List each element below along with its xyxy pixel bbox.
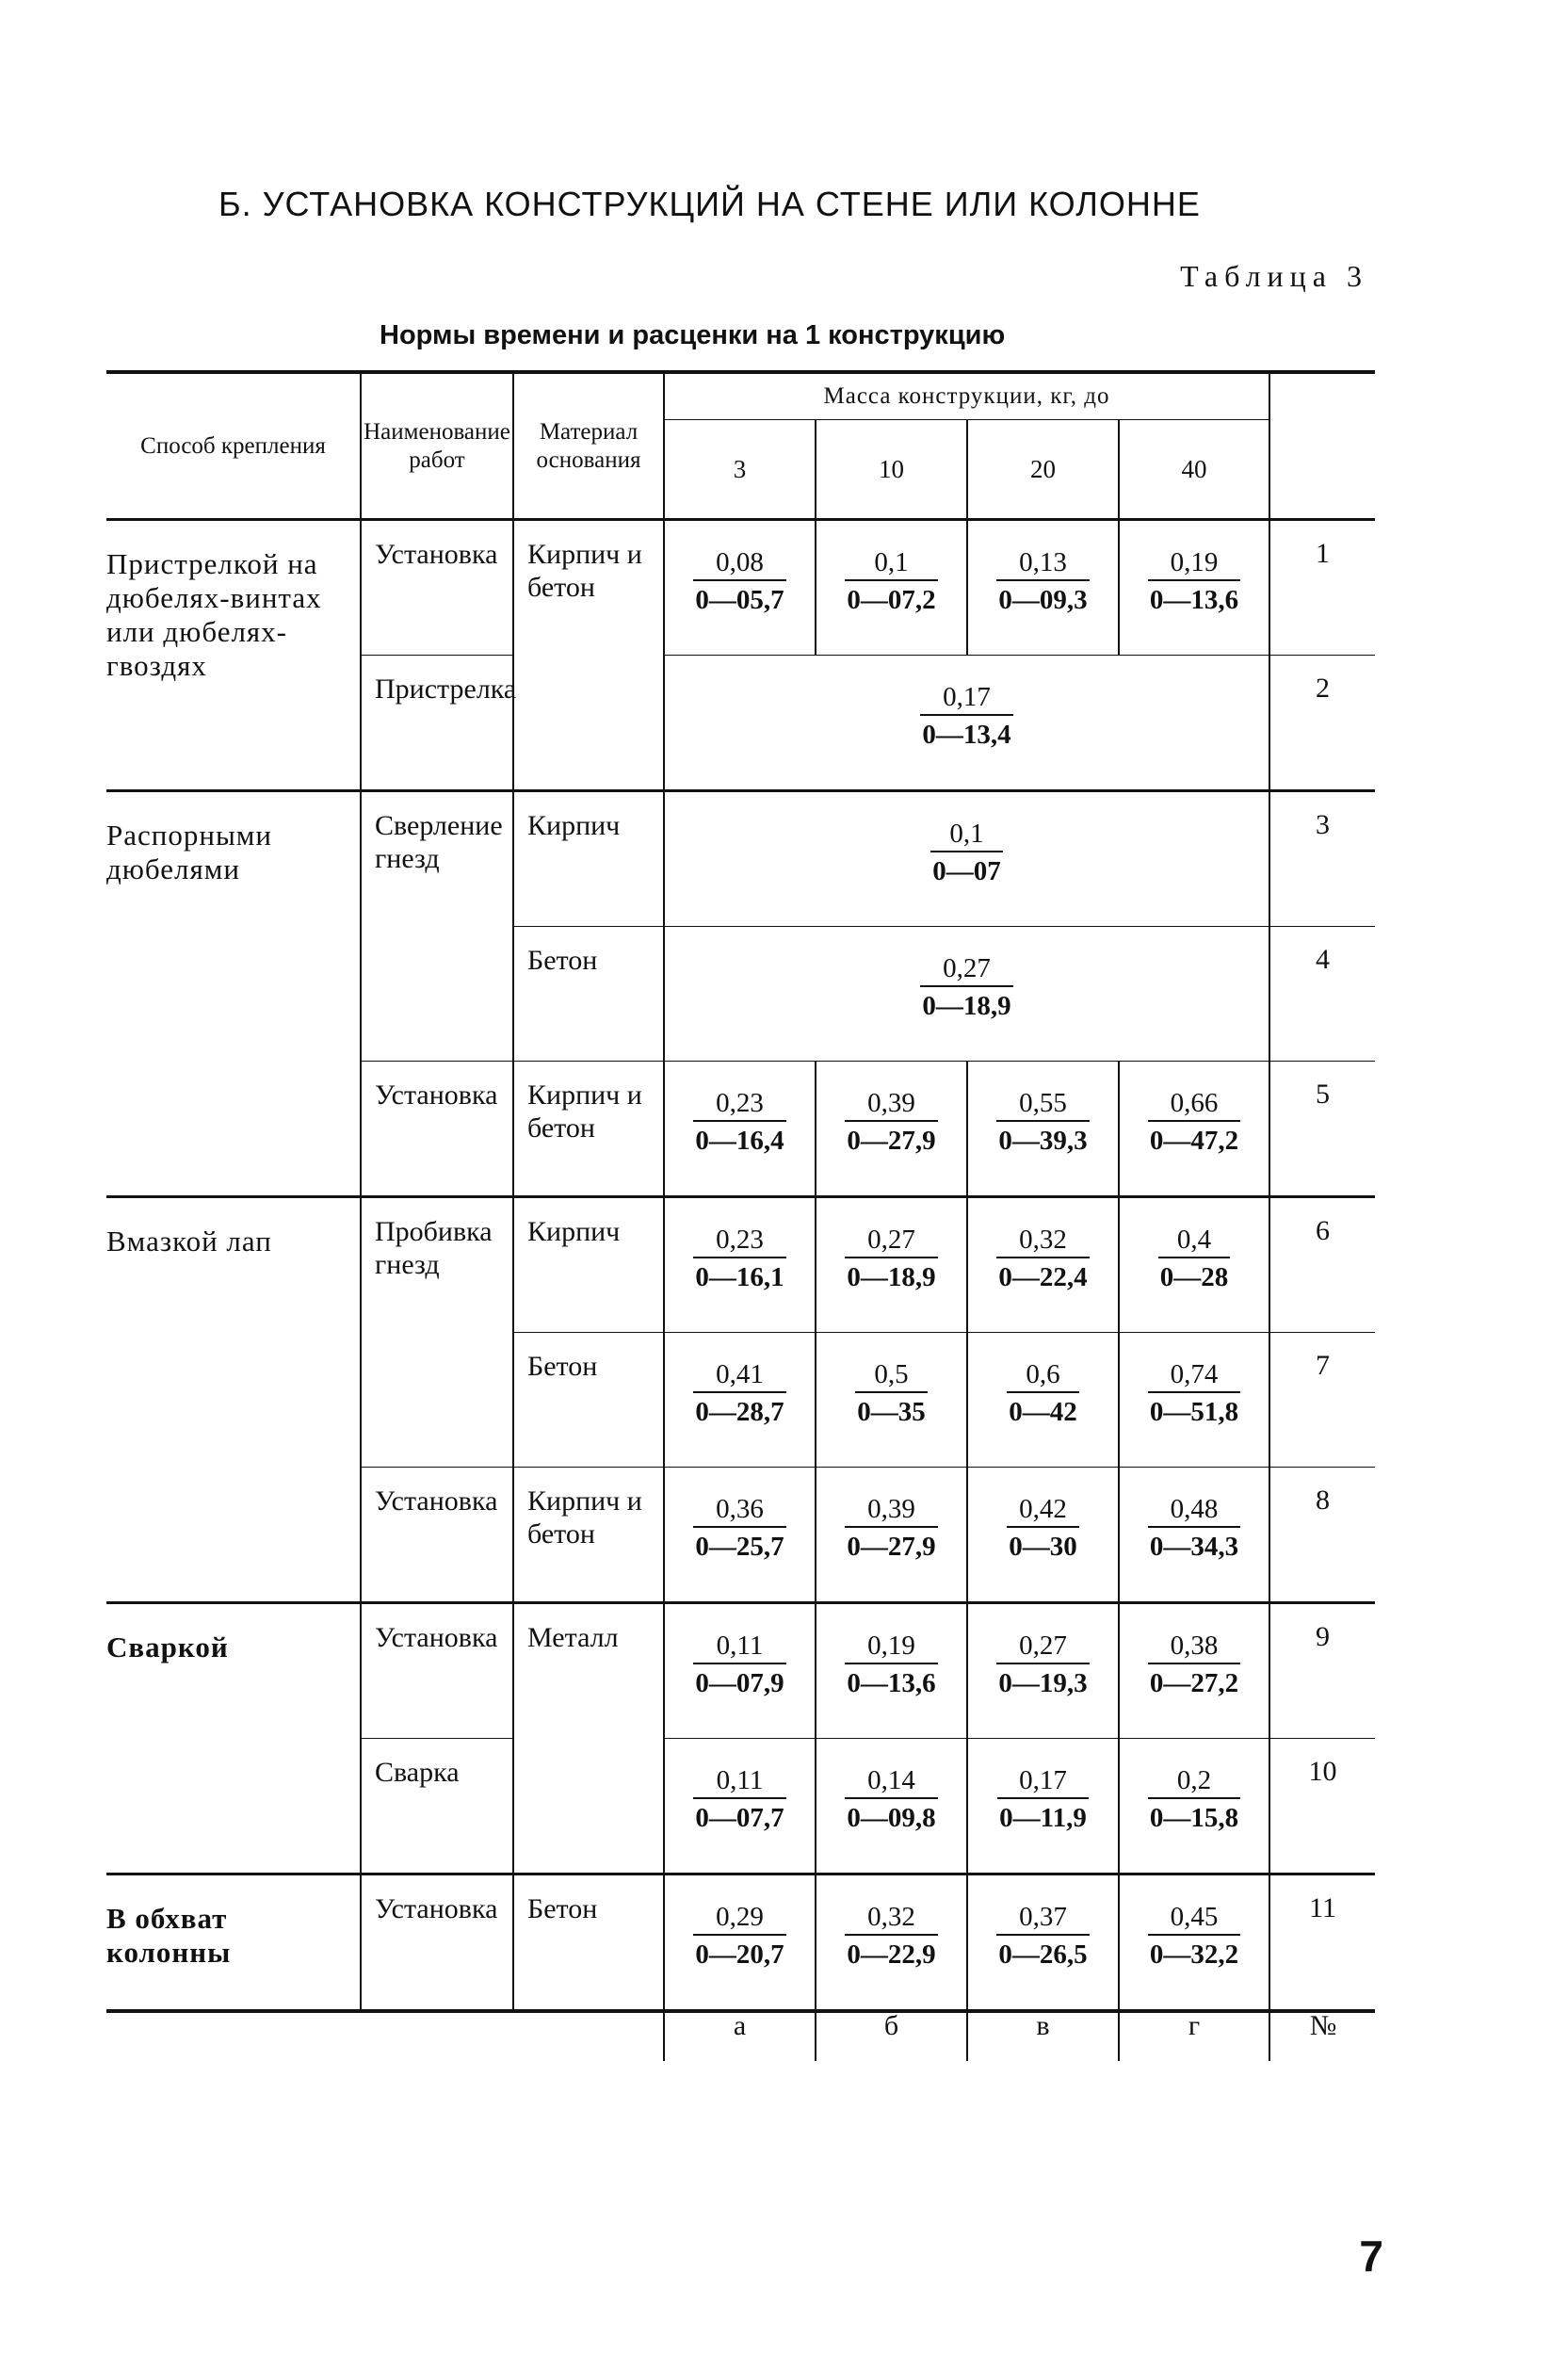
norm-time: 0,27: [845, 1223, 937, 1258]
value-cell: [816, 1874, 967, 2012]
value-cell: [664, 1468, 816, 1603]
rate: 0—32,2: [1149, 1939, 1239, 1970]
material-cell: Металл: [513, 1603, 664, 1874]
work-cell: Установка: [361, 1874, 513, 2012]
norm-time: 0,39: [845, 1086, 937, 1122]
value-cell: [967, 1062, 1119, 1197]
rate: 0—07: [932, 856, 1001, 886]
rate: 0—13,6: [847, 1668, 936, 1698]
rate: 0—47,2: [1149, 1126, 1239, 1156]
work-cell: Установка: [361, 1603, 513, 1739]
norm-time: 0,17: [997, 1763, 1089, 1799]
value-cell: [664, 1603, 816, 1739]
norm-time: 0,13: [996, 545, 1089, 581]
rate: 0—09,3: [998, 585, 1088, 615]
rate: 0—07,7: [695, 1803, 784, 1833]
material-cell: Бетон: [513, 1874, 664, 2012]
norm-time: 0,48: [1148, 1492, 1240, 1528]
work-cell: Сварка: [361, 1739, 513, 1874]
value-cell: [816, 1603, 967, 1739]
value-cell: [816, 1468, 967, 1603]
rate: 0—13,6: [1149, 585, 1239, 615]
norm-time: 0,23: [693, 1223, 785, 1258]
method-cell: Пристрелкой на дюбелях-винтах или дюбелях-гвоздях: [106, 520, 361, 791]
norm-time: 0,45: [1148, 1900, 1240, 1936]
value-cell: [1119, 1468, 1269, 1603]
table-row: [106, 520, 1375, 656]
norms-table: [106, 370, 1375, 2013]
column-letter-g: г: [1188, 2010, 1201, 2041]
rate: 0—22,4: [998, 1262, 1088, 1292]
value-cell: [816, 1739, 967, 1874]
norm-time: 0,2: [1148, 1763, 1240, 1799]
header-work: Наименование работ: [361, 372, 513, 520]
value-cell: [816, 520, 967, 656]
value-cell: [967, 1468, 1119, 1603]
row-number: 10: [1269, 1739, 1375, 1874]
norm-time: 0,1: [845, 545, 937, 581]
norm-time: 0,19: [845, 1629, 937, 1664]
column-letter-b: б: [883, 2010, 899, 2041]
value-cell: [967, 1603, 1119, 1739]
value-cell: [816, 1197, 967, 1333]
value-cell: [967, 520, 1119, 656]
row-number: 8: [1269, 1468, 1375, 1603]
norm-time: 0,23: [693, 1086, 785, 1122]
header-mass-20: 20: [967, 420, 1119, 520]
norm-time: 0,5: [855, 1357, 928, 1393]
method-cell: Распорными дюбелями: [106, 791, 361, 1197]
value-cell: [664, 1062, 816, 1197]
section-title: Б. УСТАНОВКА КОНСТРУКЦИЙ НА СТЕНЕ ИЛИ КОЛОННЕ: [218, 185, 1201, 223]
rate: 0—35: [857, 1397, 926, 1427]
rate: 0—27,2: [1149, 1668, 1239, 1698]
work-cell: Сверление гнезд: [361, 791, 513, 1062]
value-cell-merged: [664, 791, 1269, 927]
row-number: 6: [1269, 1197, 1375, 1333]
work-cell: Установка: [361, 1062, 513, 1197]
column-letters: [106, 2006, 1375, 2061]
rate: 0—28,7: [695, 1397, 784, 1427]
norm-time: 0,32: [845, 1900, 937, 1936]
norm-time: 0,11: [693, 1763, 785, 1799]
method-cell: Вмазкой лап: [106, 1197, 361, 1603]
material-cell: Бетон: [513, 927, 664, 1062]
rate: 0—11,9: [999, 1803, 1087, 1833]
value-cell: [664, 1874, 816, 2012]
value-cell-merged: [664, 656, 1269, 791]
rate: 0—28: [1159, 1262, 1229, 1292]
value-cell: [664, 520, 816, 656]
value-cell: [664, 1739, 816, 1874]
row-number: 3: [1269, 791, 1375, 927]
value-cell: [816, 1062, 967, 1197]
table-row: [106, 1603, 1375, 1739]
header-mass-3: 3: [664, 420, 816, 520]
value-cell: [664, 1333, 816, 1468]
rate: 0—16,4: [695, 1126, 784, 1156]
table-row: [106, 1197, 1375, 1333]
value-cell: [967, 1197, 1119, 1333]
norm-time: 0,11: [693, 1629, 785, 1664]
row-number: 4: [1269, 927, 1375, 1062]
norm-time: 0,37: [996, 1900, 1089, 1936]
value-cell: [664, 1197, 816, 1333]
value-cell: [967, 1333, 1119, 1468]
value-cell: [1119, 1603, 1269, 1739]
rate: 0—19,3: [998, 1668, 1088, 1698]
value-cell-merged: [664, 927, 1269, 1062]
norm-time: 0,27: [920, 951, 1012, 987]
work-cell: Пробивка гнезд: [361, 1197, 513, 1468]
norm-time: 0,66: [1148, 1086, 1240, 1122]
material-cell: Кирпич и бетон: [513, 520, 664, 791]
value-cell: [1119, 1739, 1269, 1874]
norm-time: 0,4: [1158, 1223, 1231, 1258]
norm-time: 0,1: [930, 817, 1003, 852]
norm-time: 0,29: [693, 1900, 785, 1936]
norm-time: 0,27: [996, 1629, 1089, 1664]
method-cell: В обхват колонны: [106, 1874, 361, 2012]
rate: 0—42: [1009, 1397, 1077, 1427]
value-cell: [816, 1333, 967, 1468]
value-cell: [967, 1739, 1119, 1874]
rate: 0—16,1: [695, 1262, 784, 1292]
value-cell: [1119, 1062, 1269, 1197]
header-mass-40: 40: [1119, 420, 1269, 520]
norm-time: 0,17: [920, 680, 1012, 716]
value-cell: [1119, 1333, 1269, 1468]
header-material: Материал основания: [513, 372, 664, 520]
table-row: [106, 1874, 1375, 2012]
rate: 0—15,8: [1149, 1803, 1239, 1833]
column-letter-a: а: [733, 2010, 747, 2041]
rate: 0—07,2: [847, 585, 936, 615]
material-cell: Кирпич и бетон: [513, 1468, 664, 1603]
table-row: [106, 791, 1375, 927]
work-cell: Установка: [361, 1468, 513, 1603]
column-letter-v: в: [1036, 2010, 1050, 2041]
rate: 0—07,9: [695, 1668, 784, 1698]
rate: 0—22,9: [847, 1939, 936, 1970]
row-number: 2: [1269, 656, 1375, 791]
work-cell: Пристрелка: [361, 656, 513, 791]
value-cell: [967, 1874, 1119, 2012]
rate: 0—39,3: [998, 1126, 1088, 1156]
header-mass-10: 10: [816, 420, 967, 520]
row-number: 11: [1269, 1874, 1375, 2012]
norm-time: 0,32: [996, 1223, 1089, 1258]
material-cell: Кирпич: [513, 1197, 664, 1333]
work-cell: Установка: [361, 520, 513, 656]
rate: 0—34,3: [1149, 1532, 1239, 1562]
row-number: 5: [1269, 1062, 1375, 1197]
norm-time: 0,36: [693, 1492, 785, 1528]
header-method: Способ крепления: [106, 372, 361, 520]
rate: 0—30: [1009, 1532, 1077, 1562]
row-number: 9: [1269, 1603, 1375, 1739]
rate: 0—51,8: [1149, 1397, 1239, 1427]
row-number: 7: [1269, 1333, 1375, 1468]
rate: 0—27,9: [847, 1126, 936, 1156]
rate: 0—13,4: [922, 720, 1011, 750]
rate: 0—09,8: [847, 1803, 936, 1833]
header-number: [1269, 372, 1375, 520]
norm-time: 0,19: [1148, 545, 1240, 581]
material-cell: Кирпич и бетон: [513, 1062, 664, 1197]
table-label: Таблица 3: [1180, 259, 1368, 293]
norm-time: 0,74: [1148, 1357, 1240, 1393]
rate: 0—27,9: [847, 1532, 936, 1562]
header-mass: Масса конструкции, кг, до: [664, 372, 1269, 420]
method-cell: Сваркой: [106, 1603, 361, 1874]
norm-time: 0,38: [1148, 1629, 1240, 1664]
rate: 0—05,7: [695, 585, 784, 615]
rate: 0—18,9: [922, 991, 1011, 1021]
rate: 0—25,7: [695, 1532, 784, 1562]
norm-time: 0,55: [996, 1086, 1089, 1122]
value-cell: [1119, 1197, 1269, 1333]
value-cell: [1119, 1874, 1269, 2012]
material-cell: Кирпич: [513, 791, 664, 927]
rate: 0—20,7: [695, 1939, 784, 1970]
rate: 0—26,5: [998, 1939, 1088, 1970]
value-cell: [1119, 520, 1269, 656]
page-number: 7: [1359, 2231, 1383, 2280]
header-row: [106, 372, 1375, 420]
norm-time: 0,14: [845, 1763, 937, 1799]
norm-time: 0,39: [845, 1492, 937, 1528]
row-number: 1: [1269, 520, 1375, 656]
table-caption: Нормы времени и расценки на 1 конструкцию: [380, 320, 1006, 350]
rate: 0—18,9: [847, 1262, 936, 1292]
column-letter-no: №: [1309, 2010, 1337, 2041]
norm-time: 0,41: [693, 1357, 785, 1393]
norm-time: 0,6: [1007, 1357, 1079, 1393]
material-cell: Бетон: [513, 1333, 664, 1468]
norm-time: 0,42: [1007, 1492, 1079, 1528]
norm-time: 0,08: [693, 545, 785, 581]
